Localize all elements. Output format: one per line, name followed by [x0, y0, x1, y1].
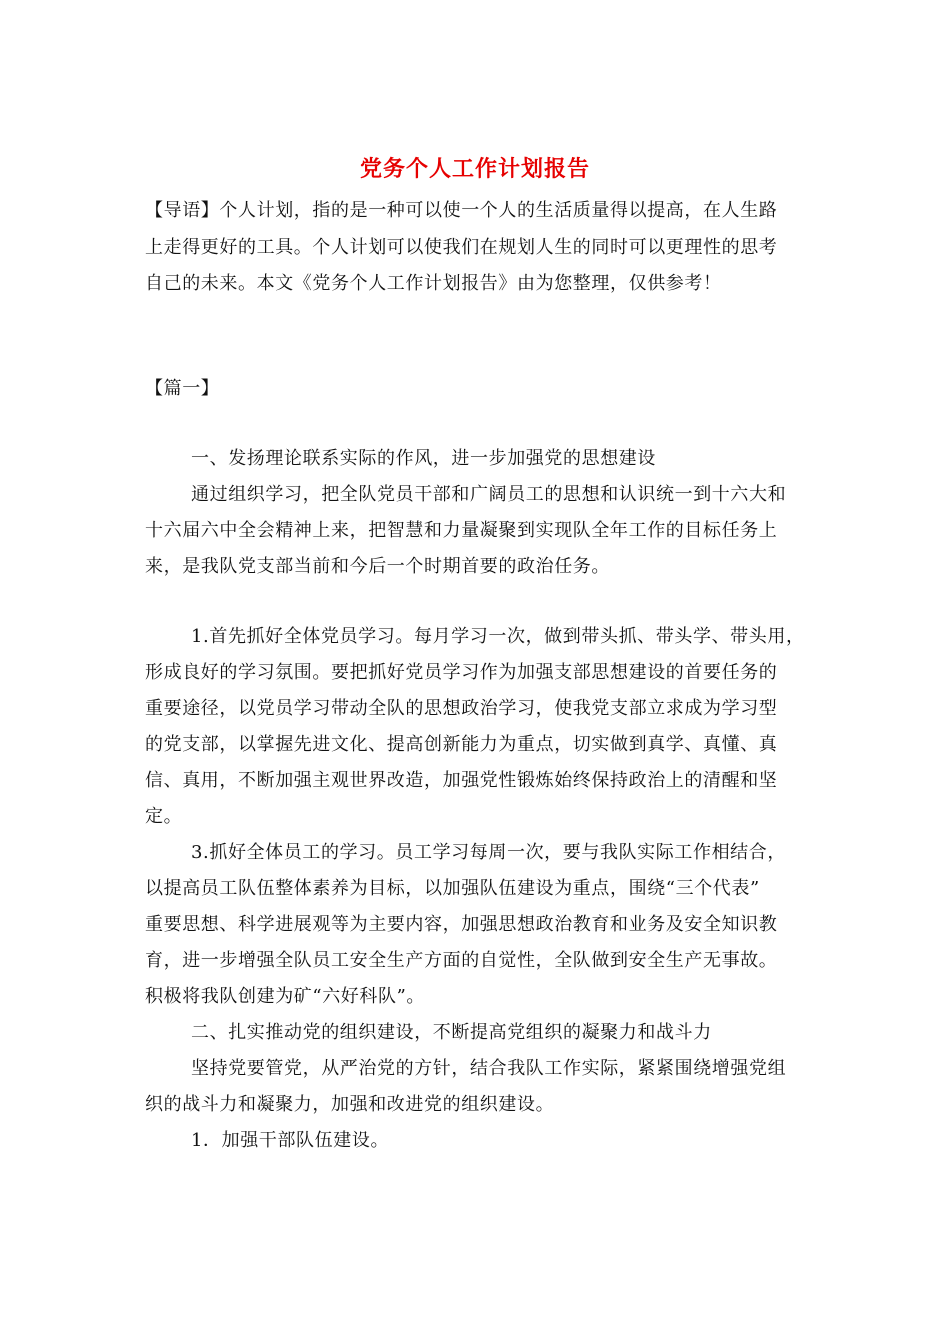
document-title: 党务个人工作计划报告 [359, 156, 590, 182]
intro-line: 自己的未来。本文《党务个人工作计划报告》由为您整理，仅供参考！ [145, 273, 722, 294]
paragraph-line: 的党支部，以掌握先进文化、提高创新能力为重点，切实做到真学、真懂、真 [145, 734, 778, 755]
paragraph-line: 定。 [145, 806, 183, 827]
paragraph-line: 积极将我队创建为矿“六好科队”。 [145, 986, 426, 1007]
list-item: 1．加强干部队伍建设。 [191, 1130, 390, 1151]
paragraph-line: 重要途径，以党员学习带动全队的思想政治学习，使我党支部立求成为学习型 [145, 698, 778, 719]
paragraph-line: 织的战斗力和凝聚力，加强和改进党的组织建设。 [145, 1094, 555, 1115]
section-heading: 二、扎实推动党的组织建设，不断提高党组织的凝聚力和战斗力 [191, 1022, 712, 1043]
intro-line: 上走得更好的工具。个人计划可以使我们在规划人生的同时可以更理性的思考 [145, 237, 778, 258]
paragraph-line: 以提高员工队伍整体素养为目标，以加强队伍建设为重点，围绕“三个代表” [145, 878, 760, 899]
paragraph-line: 3.抓好全体员工的学习。员工学习每周一次，要与我队实际工作相结合， [191, 842, 786, 863]
intro-line: 【导语】个人计划，指的是一种可以使一个人的生活质量得以提高，在人生路 [145, 200, 778, 221]
paragraph-line: 十六届六中全会精神上来，把智慧和力量凝聚到实现队全年工作的目标任务上 [145, 520, 778, 541]
section-heading: 一、发扬理论联系实际的作风，进一步加强党的思想建设 [191, 448, 656, 469]
paragraph-line: 信、真用，不断加强主观世界改造，加强党性锻炼始终保持政治上的清醒和坚 [145, 770, 778, 791]
paragraph-line: 1.首先抓好全体党员学习。每月学习一次，做到带头抓、带头学、带头用， [191, 626, 805, 647]
paragraph-line: 坚持党要管党，从严治党的方针，结合我队工作实际，紧紧围绕增强党组 [191, 1058, 787, 1079]
paragraph-line: 来，是我队党支部当前和今后一个时期首要的政治任务。 [145, 556, 610, 577]
paragraph-line: 通过组织学习，把全队党员干部和广阔员工的思想和认识统一到十六大和 [191, 484, 787, 505]
paragraph-line: 重要思想、科学进展观等为主要内容，加强思想政治教育和业务及安全知识教 [145, 914, 778, 935]
paragraph-line: 育，进一步增强全队员工安全生产方面的自觉性，全队做到安全生产无事故。 [145, 950, 778, 971]
section-label: 【篇一】 [145, 378, 220, 399]
paragraph-line: 形成良好的学习氛围。要把抓好党员学习作为加强支部思想建设的首要任务的 [145, 662, 778, 683]
